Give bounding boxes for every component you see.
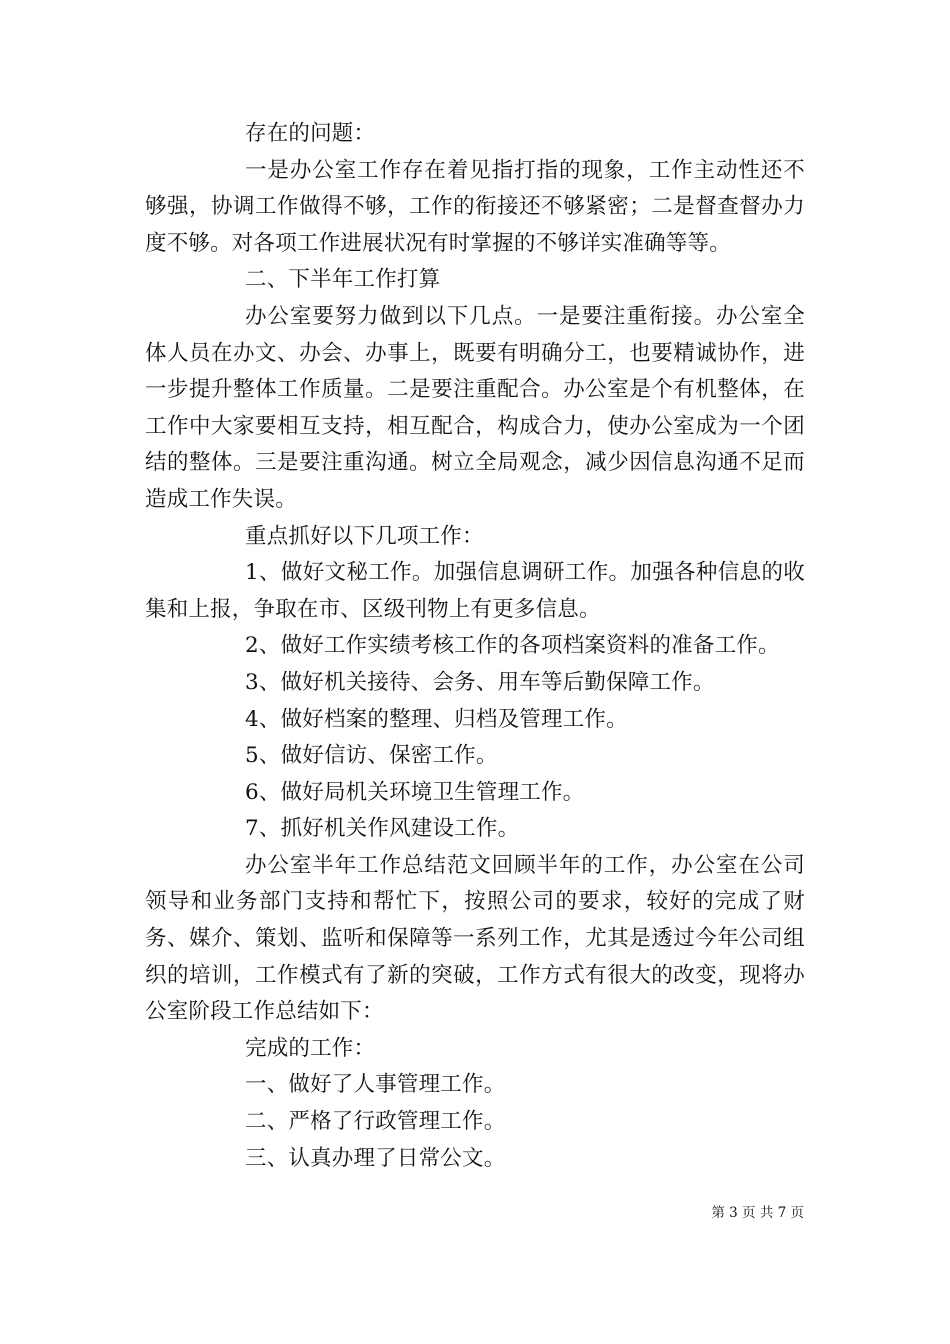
document-body: [145, 116, 805, 1177]
paragraph-completed-heading: 完成的工作：: [245, 1035, 376, 1061]
paragraph-problems-detail: 一是办公室工作存在着见指打指的现象，工作主动性还不够强，协调工作做得不够，工作的衔接还不够紧密；二是督查督办力度不够。对各项工作进展状况有时掌握的不够详实准确等等。: [145, 157, 805, 256]
completed-item-3: 三、认真办理了日常公文。: [245, 1145, 506, 1171]
paragraph-key-work-heading: 重点抓好以下几项工作：: [245, 523, 484, 549]
completed-item-1: 一、做好了人事管理工作。: [245, 1072, 506, 1098]
list-item-6: 6、做好局机关环境卫生管理工作。: [245, 779, 585, 805]
paragraph-plan-heading: 二、下半年工作打算: [245, 267, 441, 293]
list-item-2: 2、做好工作实绩考核工作的各项档案资料的准备工作。: [245, 633, 780, 659]
paragraph-plan-detail: 办公室要努力做到以下几点。一是要注重衔接。办公室全体人员在办文、办会、办事上，既要有明确分工，也要精诚协作，进一步提升整体工作质量。二是要注重配合。办公室是个有机整体，在工作中大家要相互支持，相互配合，构成合力，使办公室成为一个团结的整体。三是要注重沟通。树立全局观念，减少因信息沟通不足而造成工作失误。: [145, 303, 805, 512]
list-item-1: 1、做好文秘工作。加强信息调研工作。加强各种信息的收集和上报，争取在市、区级刊物上有更多信息。: [145, 560, 805, 622]
paragraph-summary-intro: 办公室半年工作总结范文回顾半年的工作，办公室在公司领导和业务部门支持和帮忙下，按照公司的要求，较好的完成了财务、媒介、策划、监听和保障等一系列工作，尤其是透过今年公司组织的培训，工作模式有了新的突破，工作方式有很大的改变，现将办公室阶段工作总结如下：: [145, 852, 805, 1025]
paragraph-problems-heading: 存在的问题：: [245, 121, 376, 146]
page-number-footer: 第 3 页 共 7 页: [711, 1205, 804, 1221]
list-item-7: 7、抓好机关作风建设工作。: [245, 816, 520, 842]
list-item-3: 3、做好机关接待、会务、用车等后勤保障工作。: [245, 669, 715, 695]
list-item-5: 5、做好信访、保密工作。: [245, 743, 498, 769]
list-item-4: 4、做好档案的整理、归档及管理工作。: [245, 706, 628, 732]
completed-item-2: 二、严格了行政管理工作。: [245, 1109, 506, 1135]
